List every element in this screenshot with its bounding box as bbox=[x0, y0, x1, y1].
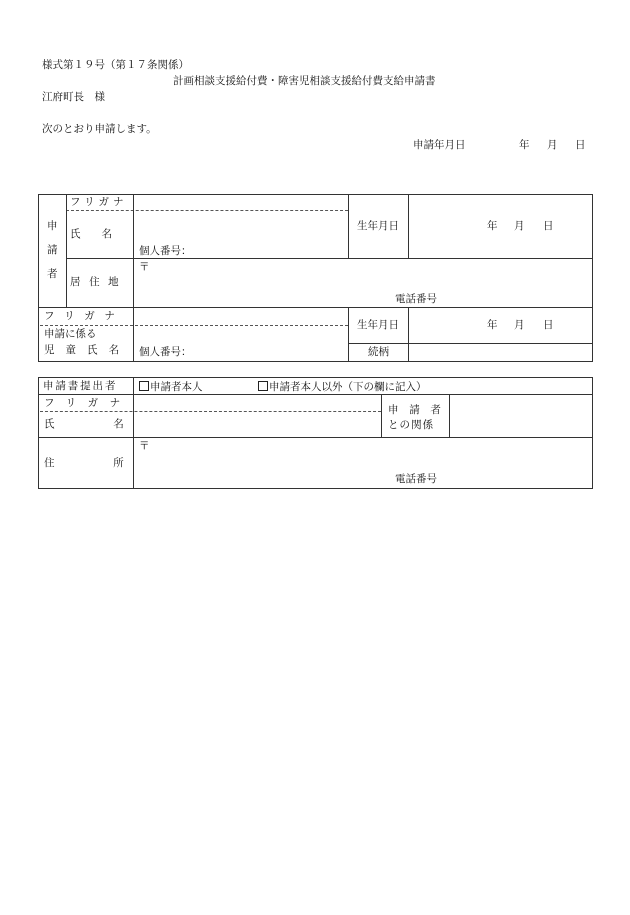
child-label-line1: 申請に係る bbox=[44, 328, 97, 340]
child-birth-day: 日 bbox=[543, 319, 554, 331]
submitter-phone-label: 電話番号 bbox=[395, 473, 437, 485]
submitter-address-label: 住 所 bbox=[44, 457, 137, 469]
child-birth-year: 年 bbox=[487, 319, 498, 331]
application-date-day: 日 bbox=[575, 139, 586, 151]
child-personal-number-label: 個人番号： bbox=[139, 346, 192, 358]
applicant-vertical-label-2: 請 bbox=[47, 244, 58, 256]
document-title: 計画相談支援給付費・障害児相談支援給付費支給申請書 bbox=[173, 75, 436, 87]
submitter-furigana-label: フリガナ bbox=[44, 397, 132, 409]
relation-label-line1: 申 請 者 bbox=[388, 404, 445, 416]
intro-text: 次のとおり申請します。 bbox=[42, 123, 157, 135]
checkbox-self[interactable] bbox=[139, 381, 149, 391]
submitter-option-other[interactable] bbox=[258, 381, 427, 393]
application-date-month: 月 bbox=[547, 139, 558, 151]
form-number: 様式第１９号（第１７条関係） bbox=[42, 59, 189, 71]
child-furigana-label: フ リ ガ ナ bbox=[44, 310, 119, 322]
applicant-birth-month: 月 bbox=[514, 220, 525, 232]
submitter-postal-mark: 〒 bbox=[139, 440, 150, 452]
applicant-name-label: 氏 名 bbox=[70, 228, 112, 240]
applicant-birthdate-label: 生年月日 bbox=[357, 220, 399, 232]
child-label-line2: 児童氏名 bbox=[44, 344, 131, 356]
application-date-year: 年 bbox=[519, 139, 530, 151]
child-birthdate-label: 生年月日 bbox=[357, 319, 399, 331]
applicant-postal-mark: 〒 bbox=[139, 261, 150, 273]
relationship-label: 続柄 bbox=[368, 346, 389, 358]
applicant-address-label: 居 住 地 bbox=[70, 276, 122, 288]
submitter-option-self[interactable] bbox=[139, 381, 203, 393]
application-date-label: 申請年月日 bbox=[413, 139, 466, 151]
child-birth-month: 月 bbox=[514, 319, 525, 331]
addressee: 江府町長 様 bbox=[42, 91, 105, 103]
checkbox-other[interactable] bbox=[258, 381, 268, 391]
applicant-vertical-label-3: 者 bbox=[47, 268, 58, 280]
applicant-furigana-label: フリガナ bbox=[70, 196, 128, 208]
submitter-label: 申請書提出者 bbox=[43, 380, 118, 392]
applicant-vertical-label-1: 申 bbox=[47, 220, 58, 232]
applicant-birth-year: 年 bbox=[487, 220, 498, 232]
option-self-label: 申請者本人 bbox=[150, 381, 203, 393]
applicant-birth-day: 日 bbox=[543, 220, 554, 232]
applicant-phone-label: 電話番号 bbox=[395, 293, 437, 305]
submitter-name-label: 氏 名 bbox=[44, 418, 137, 430]
applicant-personal-number-label: 個人番号： bbox=[139, 245, 192, 257]
relation-label-line2: との関係 bbox=[388, 419, 435, 431]
option-other-label: 申請者本人以外（下の欄に記入） bbox=[269, 381, 427, 393]
